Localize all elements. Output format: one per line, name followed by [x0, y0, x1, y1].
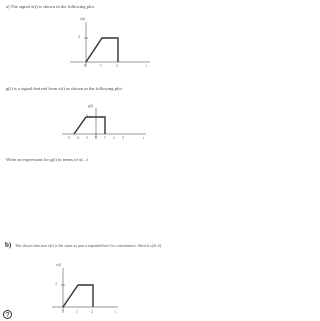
plot2-tick-neg3: -3	[67, 136, 70, 140]
help-icon[interactable]: ?	[3, 310, 12, 319]
part-b-label: b)	[5, 241, 12, 249]
plot3-axis-t: t	[115, 310, 116, 314]
plot1-axis-t: t	[146, 64, 147, 68]
plot1-tick-2: 2	[116, 64, 118, 68]
plot1-signal	[86, 38, 118, 62]
plot2-tick-2: 2	[113, 136, 115, 140]
part-a-heading: a) The signal x(t) is shown in the following plot.	[6, 4, 95, 9]
part-a-plot2-intro: g(t) is a signal derived from x(t) as shown in the following plot	[6, 86, 122, 91]
plot2-signal	[74, 117, 105, 134]
plot2-amplitude-label: 3	[86, 114, 88, 118]
part-a-question: Write an expression for g(t) in terms of x(...)	[6, 157, 88, 162]
plot1-function-label: x(t)	[80, 17, 86, 21]
plot3-tick-1: 1	[76, 310, 78, 314]
plot3-tick-2: 2	[91, 310, 93, 314]
plot1-tick-1: 1	[100, 64, 102, 68]
plot3-tick-0: 0	[62, 310, 64, 314]
plot3-function-label: x(t)	[56, 263, 62, 267]
part-b-text: The shown function x(t) is the same as part a repeated here for convenience. Sketch x(2t-4)	[15, 243, 161, 248]
plot3-signal	[63, 285, 93, 307]
plot1	[70, 22, 150, 66]
plot2	[62, 108, 146, 138]
plot1-amplitude-label: 3	[78, 35, 80, 39]
plot2-tick-neg2: -2	[76, 136, 79, 140]
plot1-tick-0: 0	[84, 64, 86, 68]
plot2-tick-1: 1	[104, 136, 106, 140]
plot3	[52, 268, 118, 311]
plot2-tick-0: 0	[95, 136, 97, 140]
plot2-axis-t: t	[143, 136, 144, 140]
plot2-tick-neg1: -1	[85, 136, 88, 140]
plot3-amplitude-label: 3	[55, 282, 57, 286]
plot2-function-label: g(t)	[88, 104, 94, 108]
plot2-tick-3: 3	[122, 136, 124, 140]
